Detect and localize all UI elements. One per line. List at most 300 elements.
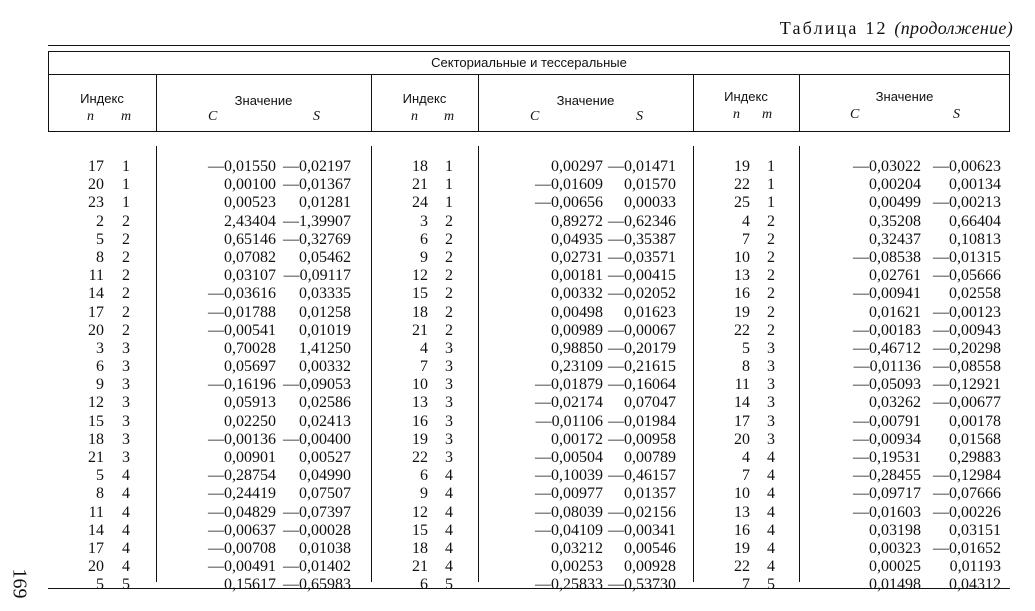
cell-c: 0,05697 [224, 358, 276, 376]
cell-c: —0,01136 [853, 358, 921, 376]
cell-n: 13 [734, 503, 750, 521]
cell-m: 4 [445, 503, 453, 521]
table-row [693, 449, 1010, 467]
cell-n: 20 [88, 558, 104, 576]
header-c: C [850, 107, 860, 122]
cell-s: 1,41250 [299, 339, 351, 357]
cell-n: 9 [420, 248, 428, 266]
header-value: Значение [875, 89, 934, 104]
header-n: n [733, 107, 740, 122]
cell-n: 22 [734, 321, 750, 339]
cell-n: 16 [412, 412, 428, 430]
cell-n: 7 [742, 230, 750, 248]
cell-s: —0,01652 [933, 539, 1001, 557]
table-row [48, 413, 371, 431]
table-row [48, 522, 371, 540]
cell-n: 13 [734, 267, 750, 285]
cell-n: 11 [88, 267, 104, 285]
cell-s: —0,21615 [608, 358, 676, 376]
cell-n: 4 [742, 449, 750, 466]
cell-n: 7 [420, 358, 428, 376]
cell-c: —0,08039 [535, 503, 603, 521]
cell-s: —0,07666 [933, 485, 1001, 503]
table-row [693, 340, 1010, 358]
cell-m: 4 [122, 503, 130, 521]
column-group-1 [48, 158, 371, 595]
cell-s: 0,07507 [299, 485, 351, 503]
cell-s: 0,00527 [299, 449, 351, 466]
cell-n: 19 [734, 158, 750, 175]
cell-s: —0,00028 [283, 521, 351, 539]
cell-s: 0,66404 [949, 212, 1001, 230]
coefficients-table [48, 45, 1010, 594]
cell-n: 17 [88, 158, 104, 175]
table-row [48, 431, 371, 449]
cell-c: —0,00136 [208, 430, 276, 448]
top-inner-rule [48, 51, 1010, 52]
cell-m: 1 [122, 194, 130, 212]
header-c: C [530, 109, 540, 124]
cell-c: 0,00025 [869, 558, 921, 576]
cell-s: —0,01984 [608, 412, 676, 430]
cell-m: 4 [767, 503, 775, 521]
table-row [371, 504, 693, 522]
header-m: m [121, 109, 132, 124]
cell-n: 10 [734, 248, 750, 266]
table-row [371, 285, 693, 303]
cell-c: —0,00541 [208, 321, 276, 339]
cell-m: 2 [122, 248, 130, 266]
cell-c: —0,03022 [853, 158, 921, 175]
cell-n: 6 [420, 467, 428, 485]
cell-c: —0,46712 [853, 339, 921, 357]
cell-m: 3 [445, 430, 453, 448]
cell-c: —0,00183 [853, 321, 921, 339]
cell-m: 4 [122, 467, 130, 485]
table-row [371, 194, 693, 212]
cell-c: —0,00977 [535, 485, 603, 503]
cell-c: 0,00499 [869, 194, 921, 212]
cell-s: —0,01315 [933, 248, 1001, 266]
table-row [371, 231, 693, 249]
cell-n: 10 [412, 376, 428, 394]
cell-m: 2 [767, 212, 775, 230]
cell-n: 21 [88, 449, 104, 466]
cell-c: —0,01106 [535, 412, 603, 430]
cell-c: —0,28754 [208, 467, 276, 485]
table-row [693, 394, 1010, 412]
cell-n: 15 [88, 412, 104, 430]
header-n: n [87, 109, 94, 124]
cell-m: 1 [122, 158, 130, 175]
cell-s: 0,03151 [949, 521, 1001, 539]
table-row [371, 213, 693, 231]
cell-s: 0,01258 [299, 303, 351, 321]
cell-c: —0,03616 [208, 285, 276, 303]
cell-n: 21 [412, 558, 428, 576]
cell-n: 14 [88, 521, 104, 539]
cell-c: 0,15617 [224, 576, 276, 594]
table-row [48, 376, 371, 394]
cell-c: 0,01621 [869, 303, 921, 321]
cell-m: 1 [767, 176, 775, 194]
cell-m: 4 [767, 539, 775, 557]
cell-m: 4 [767, 449, 775, 466]
cell-s: 0,01570 [624, 176, 676, 194]
cell-n: 21 [412, 176, 428, 194]
cell-n: 12 [412, 503, 428, 521]
cell-n: 8 [96, 248, 104, 266]
cell-m: 2 [445, 248, 453, 266]
cell-s: —0,00123 [933, 303, 1001, 321]
table-row [48, 194, 371, 212]
cell-n: 14 [734, 394, 750, 412]
header-value: Значение [556, 93, 615, 108]
cell-n: 16 [734, 521, 750, 539]
cell-m: 2 [767, 321, 775, 339]
cell-c: 0,05913 [224, 394, 276, 412]
cell-c: 0,00253 [551, 558, 603, 576]
cell-n: 20 [734, 430, 750, 448]
cell-c: 0,03212 [551, 539, 603, 557]
cell-m: 4 [122, 485, 130, 503]
table-row [371, 358, 693, 376]
cell-c: —0,04829 [208, 503, 276, 521]
cell-n: 6 [96, 358, 104, 376]
cell-m: 2 [122, 303, 130, 321]
table-row [48, 249, 371, 267]
cell-n: 12 [412, 267, 428, 285]
cell-c: —0,00941 [853, 285, 921, 303]
cell-c: 0,00523 [224, 194, 276, 212]
cell-c: 0,65146 [224, 230, 276, 248]
table-row [371, 394, 693, 412]
header-s: S [636, 109, 643, 124]
cell-m: 2 [767, 230, 775, 248]
cell-c: —0,28455 [853, 467, 921, 485]
cell-s: —0,09117 [283, 267, 351, 285]
cell-c: —0,00791 [853, 412, 921, 430]
cell-s: —0,02156 [608, 503, 676, 521]
cell-n: 15 [412, 285, 428, 303]
cell-m: 2 [767, 248, 775, 266]
cell-m: 3 [767, 412, 775, 430]
header-m: m [444, 109, 455, 124]
cell-n: 22 [734, 558, 750, 576]
table-row [693, 213, 1010, 231]
table-row [48, 231, 371, 249]
cell-n: 9 [96, 376, 104, 394]
table-row [48, 176, 371, 194]
cell-m: 3 [122, 449, 130, 466]
cell-s: 0,04312 [949, 576, 1001, 594]
table-row [48, 540, 371, 558]
cell-m: 3 [445, 376, 453, 394]
cell-m: 2 [767, 303, 775, 321]
cell-s: —0,12984 [933, 467, 1001, 485]
cell-n: 24 [412, 194, 428, 212]
table-row [48, 267, 371, 285]
cell-n: 6 [420, 576, 428, 594]
table-row [48, 304, 371, 322]
cell-c: —0,25833 [535, 576, 603, 594]
table-row [371, 522, 693, 540]
cell-n: 12 [88, 394, 104, 412]
table-row [693, 576, 1010, 594]
cell-n: 11 [88, 503, 104, 521]
cell-n: 21 [412, 321, 428, 339]
column-group-3 [693, 158, 1010, 595]
cell-m: 2 [445, 321, 453, 339]
cell-m: 5 [122, 576, 130, 594]
cell-c: 0,00332 [551, 285, 603, 303]
cell-n: 13 [412, 394, 428, 412]
table-caption-title: Таблица 12 [779, 18, 888, 38]
cell-n: 7 [742, 467, 750, 485]
cell-s: —0,03571 [608, 248, 676, 266]
cell-m: 3 [767, 430, 775, 448]
cell-n: 18 [412, 539, 428, 557]
cell-c: 0,03262 [869, 394, 921, 412]
cell-s: 0,01623 [624, 303, 676, 321]
table-row [48, 576, 371, 594]
cell-c: —0,08538 [853, 248, 921, 266]
cell-s: 0,00033 [624, 194, 676, 212]
table-row [371, 449, 693, 467]
cell-s: —0,01367 [283, 176, 351, 194]
cell-m: 4 [767, 558, 775, 576]
column-group-2 [371, 158, 693, 595]
cell-c: —0,01879 [535, 376, 603, 394]
cell-s: —0,00226 [933, 503, 1001, 521]
page-number: 169 [8, 568, 31, 599]
cell-s: —0,00943 [933, 321, 1001, 339]
cell-m: 5 [445, 576, 453, 594]
table-row [693, 522, 1010, 540]
cell-s: —0,02052 [608, 285, 676, 303]
cell-m: 2 [122, 230, 130, 248]
cell-m: 3 [445, 449, 453, 466]
cell-c: 0,02761 [869, 267, 921, 285]
cell-n: 8 [96, 485, 104, 503]
table-row [693, 540, 1010, 558]
cell-n: 15 [412, 521, 428, 539]
table-row [371, 413, 693, 431]
cell-c: —0,00708 [208, 539, 276, 557]
cell-n: 8 [742, 358, 750, 376]
cell-m: 2 [445, 303, 453, 321]
cell-s: —0,00213 [933, 194, 1001, 212]
cell-m: 3 [445, 339, 453, 357]
cell-s: —0,12921 [933, 376, 1001, 394]
cell-s: —0,53730 [608, 576, 676, 594]
cell-m: 1 [445, 158, 453, 175]
cell-n: 17 [734, 412, 750, 430]
table-row [371, 540, 693, 558]
cell-c: 0,00297 [551, 158, 603, 175]
cell-n: 3 [96, 339, 104, 357]
cell-m: 2 [122, 321, 130, 339]
cell-c: 0,32437 [869, 230, 921, 248]
table-row [48, 340, 371, 358]
cell-n: 7 [742, 576, 750, 594]
cell-c: —0,19531 [853, 449, 921, 466]
table-row [48, 394, 371, 412]
cell-m: 2 [122, 285, 130, 303]
cell-m: 1 [445, 176, 453, 194]
cell-n: 25 [734, 194, 750, 212]
cell-s: —0,32769 [283, 230, 351, 248]
cell-n: 17 [88, 303, 104, 321]
table-row [48, 449, 371, 467]
header-s: S [313, 109, 320, 124]
cell-c: —0,00491 [208, 558, 276, 576]
cell-c: —0,00637 [208, 521, 276, 539]
cell-n: 19 [412, 430, 428, 448]
table-row [693, 194, 1010, 212]
cell-c: —0,02174 [535, 394, 603, 412]
cell-n: 20 [88, 176, 104, 194]
cell-m: 1 [445, 194, 453, 212]
cell-m: 2 [767, 267, 775, 285]
header-c: C [208, 109, 218, 124]
cell-c: 0,70028 [224, 339, 276, 357]
cell-c: —0,16196 [208, 376, 276, 394]
cell-c: 0,00989 [551, 321, 603, 339]
cell-c: —0,05093 [853, 376, 921, 394]
cell-m: 3 [122, 394, 130, 412]
cell-c: 0,00498 [551, 303, 603, 321]
cell-c: 0,03198 [869, 521, 921, 539]
cell-c: 0,03107 [224, 267, 276, 285]
cell-s: 0,00546 [624, 539, 676, 557]
cell-m: 4 [445, 485, 453, 503]
section-title: Секториальные и тессеральные [431, 55, 627, 70]
table-row [371, 431, 693, 449]
cell-c: 0,01498 [869, 576, 921, 594]
table-row [693, 304, 1010, 322]
cell-s: 0,29883 [949, 449, 1001, 466]
cell-c: —0,00656 [535, 194, 603, 212]
table-row [48, 322, 371, 340]
cell-s: —0,07397 [283, 503, 351, 521]
table-row [371, 558, 693, 576]
cell-n: 18 [412, 158, 428, 175]
cell-n: 17 [88, 539, 104, 557]
table-row [693, 176, 1010, 194]
cell-m: 1 [122, 176, 130, 194]
cell-c: 0,00172 [551, 430, 603, 448]
cell-c: —0,09717 [853, 485, 921, 503]
cell-c: 0,00901 [224, 449, 276, 466]
table-row [693, 158, 1010, 176]
cell-s: 0,00928 [624, 558, 676, 576]
table-row [48, 485, 371, 503]
cell-s: 0,07047 [624, 394, 676, 412]
table-row [693, 358, 1010, 376]
table-row [371, 340, 693, 358]
cell-m: 3 [122, 339, 130, 357]
cell-m: 1 [767, 194, 775, 212]
cell-m: 2 [122, 267, 130, 285]
cell-m: 3 [122, 412, 130, 430]
cell-n: 6 [420, 230, 428, 248]
cell-s: —0,00958 [608, 430, 676, 448]
cell-n: 9 [420, 485, 428, 503]
header-n: n [411, 109, 418, 124]
cell-m: 4 [122, 539, 130, 557]
table-row [48, 213, 371, 231]
cell-n: 5 [96, 576, 104, 594]
cell-n: 18 [412, 303, 428, 321]
table-row [371, 467, 693, 485]
table-row [693, 285, 1010, 303]
cell-s: —0,00400 [283, 430, 351, 448]
cell-n: 22 [412, 449, 428, 466]
cell-m: 3 [122, 430, 130, 448]
table-row [693, 558, 1010, 576]
cell-c: 0,00204 [869, 176, 921, 194]
cell-c: 0,00100 [224, 176, 276, 194]
cell-c: 0,07082 [224, 248, 276, 266]
cell-m: 3 [767, 376, 775, 394]
cell-s: 0,02413 [299, 412, 351, 430]
cell-s: —0,35387 [608, 230, 676, 248]
cell-m: 2 [445, 285, 453, 303]
cell-s: —0,65983 [283, 576, 351, 594]
header-s: S [953, 107, 960, 122]
cell-s: —0,00623 [933, 158, 1001, 175]
cell-m: 3 [767, 358, 775, 376]
cell-s: 0,01019 [299, 321, 351, 339]
cell-n: 23 [88, 194, 104, 212]
header-index: Индекс [80, 91, 124, 106]
section-rule [48, 74, 1010, 75]
cell-s: 0,00789 [624, 449, 676, 466]
table-row [693, 267, 1010, 285]
cell-s: —0,01402 [283, 558, 351, 576]
cell-m: 3 [767, 394, 775, 412]
table-row [371, 485, 693, 503]
cell-n: 16 [734, 285, 750, 303]
table-row [48, 467, 371, 485]
cell-m: 3 [445, 394, 453, 412]
cell-n: 11 [734, 376, 750, 394]
table-caption-continued: (продолжение) [894, 18, 1013, 38]
cell-n: 3 [420, 212, 428, 230]
cell-m: 1 [767, 158, 775, 175]
table-row [48, 285, 371, 303]
table-row [48, 158, 371, 176]
cell-c: 0,02250 [224, 412, 276, 430]
table-row [48, 558, 371, 576]
cell-s: —0,62346 [608, 212, 676, 230]
cell-s: —0,02197 [283, 158, 351, 175]
cell-s: —0,09053 [283, 376, 351, 394]
cell-c: 0,04935 [551, 230, 603, 248]
header-index: Индекс [402, 91, 447, 106]
cell-s: —0,00677 [933, 394, 1001, 412]
cell-c: 0,00323 [869, 539, 921, 557]
cell-m: 4 [445, 539, 453, 557]
cell-s: 0,02558 [949, 285, 1001, 303]
cell-s: 0,04990 [299, 467, 351, 485]
cell-c: 0,02731 [551, 248, 603, 266]
cell-m: 3 [122, 358, 130, 376]
table-row [693, 231, 1010, 249]
table-row [371, 267, 693, 285]
cell-n: 10 [734, 485, 750, 503]
